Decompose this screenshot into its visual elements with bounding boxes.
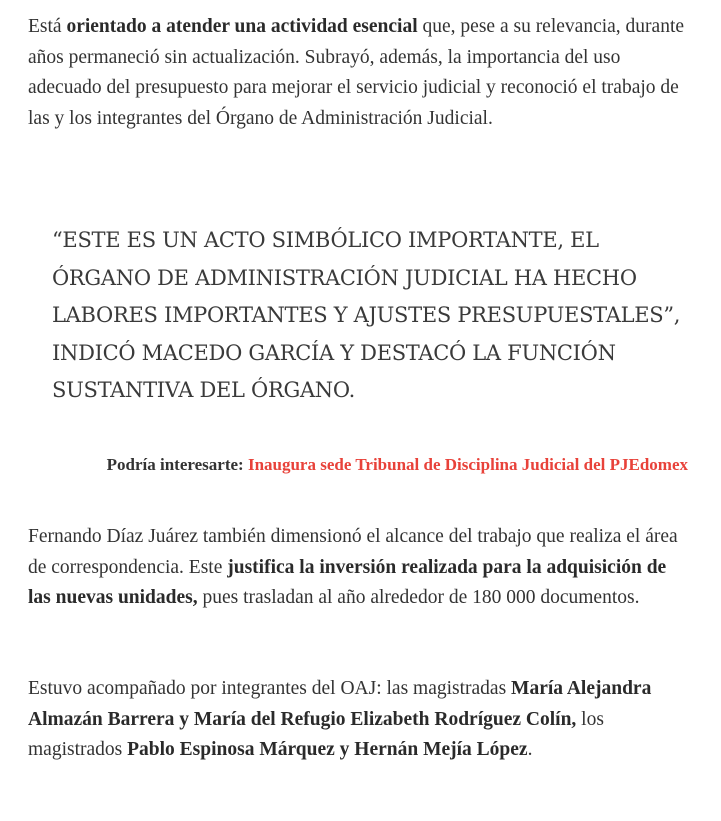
paragraph-1-text-a: Está <box>28 16 67 37</box>
paragraph-3-text-a: Estuvo acompañado por integrantes del OAJ: las magistradas <box>28 678 512 699</box>
paragraph-2-text-b: pues trasladan al año alrededor de 180 000 documentos. <box>197 587 640 608</box>
paragraph-3-bold-b: Pablo Espinosa Márquez y Hernán Mejía López <box>127 739 528 760</box>
paragraph-1-text-b: que, pese a su relevancia, durante años permaneció sin actualización. Subrayó, además, la importancia del uso adecuado del presupuesto para mejorar el servicio judicial y reconoció el trabajo de las y los integrantes del Órgano de Administración Judicial. <box>28 16 685 129</box>
paragraph-3-text-c: . <box>527 739 533 760</box>
related-article <box>28 453 688 476</box>
paragraph-1 <box>28 12 693 134</box>
paragraph-3-bold-a: María Alejandra Almazán Barrera y María del Refugio Elizabeth Rodríguez Colín, <box>28 678 652 730</box>
paragraph-3-text-b: los magistrados <box>28 708 604 760</box>
paragraph-2 <box>28 522 693 614</box>
paragraph-2-text-a: Fernando Díaz Juárez también dimensionó el alcance del trabajo que realiza el área de correspondencia. Este <box>28 526 678 578</box>
related-article-link[interactable]: Inaugura sede Tribunal de Disciplina Judicial del PJEdomex <box>247 455 688 474</box>
paragraph-1-bold-a: orientado a atender una actividad esencial <box>66 16 418 37</box>
related-label: Podría interesarte: <box>106 455 248 474</box>
paragraph-2-bold-a: justifica la inversión realizada para la adquisición de las nuevas unidades, <box>28 556 667 608</box>
paragraph-3 <box>28 674 693 766</box>
pull-quote: “ESTE ES UN ACTO SIMBÓLICO IMPORTANTE, EL ÓRGANO DE ADMINISTRACIÓN JUDICIAL HA HECHO LABORES IMPORTANTES Y AJUSTES PRESUPUESTALES”, INDICÓ MACEDO GARCÍA Y DESTACÓ LA FUNCIÓN SUSTANTIVA DEL ÓRGANO. <box>52 228 681 402</box>
